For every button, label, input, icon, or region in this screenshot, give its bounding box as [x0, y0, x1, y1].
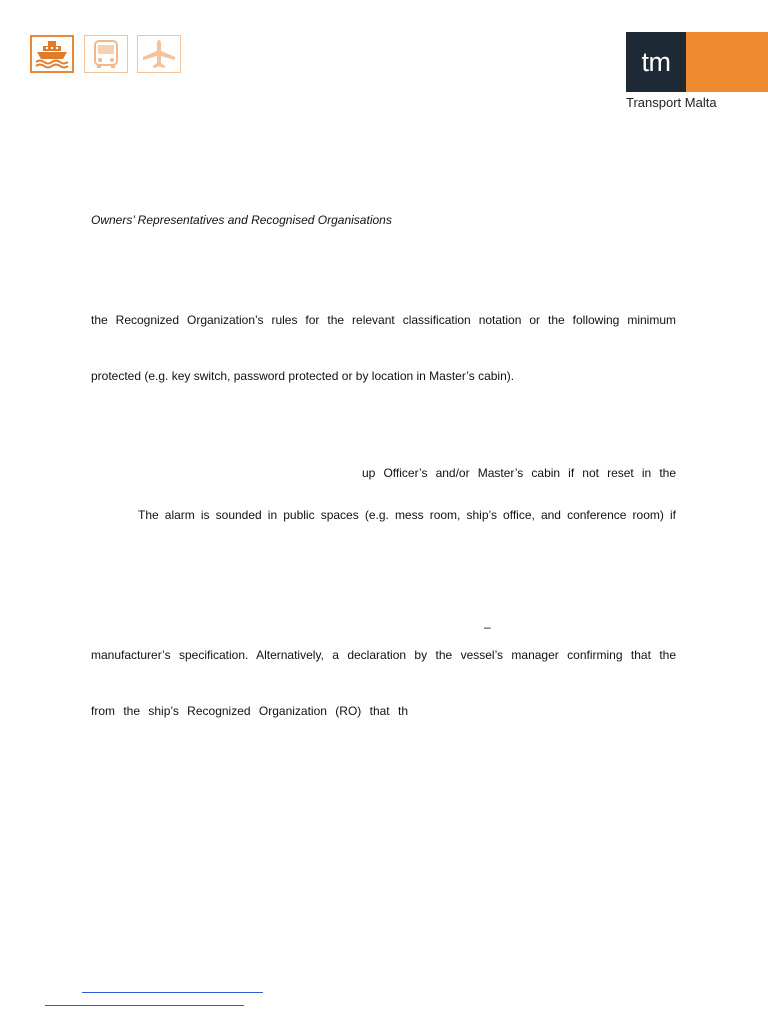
body-line-7: from the ship’s Recognized Organization (RO) that th — [91, 704, 408, 718]
bus-icon — [89, 38, 123, 70]
body-line-1: the Recognized Organization’s rules for the relevant classification notation or the following minimum — [91, 313, 676, 327]
transport-malta-logo — [626, 32, 768, 92]
logo-tm-mark: tm — [626, 32, 686, 92]
footnote-link-underline-2[interactable] — [45, 1005, 244, 1006]
footnote-link-underline-1[interactable] — [82, 992, 263, 993]
plane-icon — [139, 38, 179, 70]
ship-icon-box — [30, 35, 74, 73]
body-line-3: up Officer’s and/or Master’s cabin if not reset in the — [362, 466, 676, 480]
ship-icon — [33, 38, 71, 70]
section-heading: Owners’ Representatives and Recognised Organisations — [91, 213, 392, 227]
bus-icon-box — [84, 35, 128, 73]
logo-orange-block — [686, 32, 768, 92]
body-dash: – — [484, 620, 491, 634]
body-line-4: The alarm is sounded in public spaces (e.g. mess room, ship’s office, and conference room) if — [138, 508, 676, 522]
logo-caption: Transport Malta — [626, 95, 717, 110]
plane-icon-box — [137, 35, 181, 73]
body-line-2: protected (e.g. key switch, password protected or by location in Master’s cabin). — [91, 369, 515, 383]
body-line-6: manufacturer’s specification. Alternatively, a declaration by the vessel’s manager confirming that the — [91, 648, 676, 662]
